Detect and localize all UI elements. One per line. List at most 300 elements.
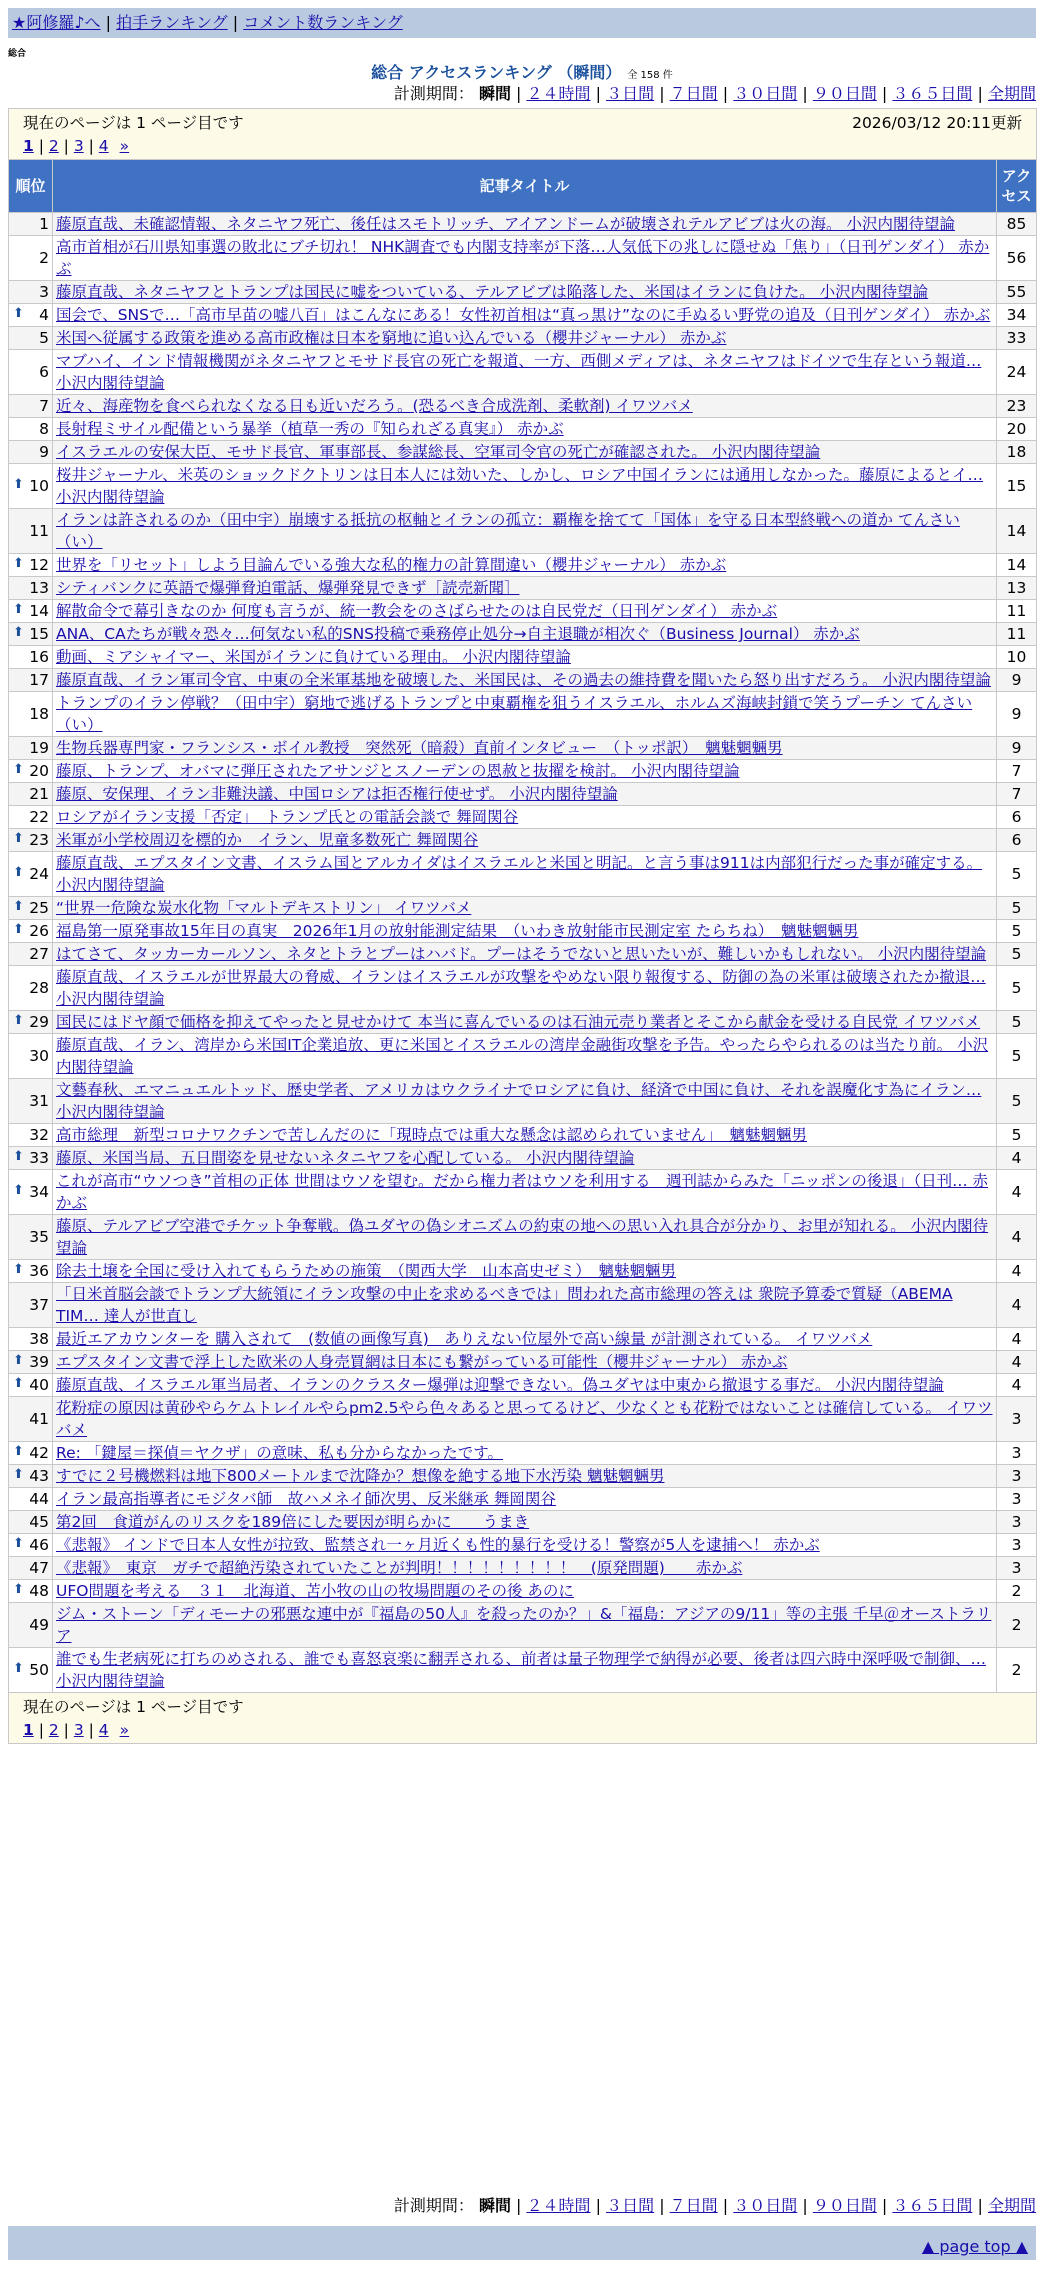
period-link-90d-bottom[interactable]: ９０日間 — [812, 2196, 877, 2215]
paging-bottom — [9, 1693, 1037, 1744]
access-count: 14 — [997, 554, 1037, 577]
article-title-link[interactable]: イスラエルの安保大臣、モサド長官、軍事部長、参謀総長、空軍司令官の死亡が確認された。 小沢内閣待望論 — [56, 443, 821, 461]
rank-number: 44 — [29, 1490, 49, 1508]
rank-cell — [9, 760, 53, 783]
rank-cell — [9, 213, 53, 236]
access-count: 14 — [997, 509, 1037, 554]
page-link-2[interactable]: 2 — [48, 137, 59, 155]
article-title-link[interactable]: Re: 「鍵屋＝探偵＝ヤクザ」の意味、私も分からなかったです。 — [56, 1444, 504, 1462]
page-link-4-bottom[interactable]: 4 — [98, 1721, 109, 1739]
table-row — [9, 418, 1037, 441]
table-row — [9, 897, 1037, 920]
rank-cell — [9, 737, 53, 760]
rank-number: 36 — [29, 1262, 49, 1280]
period-link-3d-bottom[interactable]: ３日間 — [606, 2196, 655, 2215]
article-title-link[interactable]: 高市首相が石川県知事選の敗北にブチ切れ！ NHK調査でも内閣支持率が下落…人気低下の兆しに隠せぬ「焦り」（日刊ゲンダイ） 赤かぶ — [56, 238, 990, 278]
access-count: 2 — [997, 1648, 1037, 1693]
page-link-3-bottom[interactable]: 3 — [73, 1721, 84, 1739]
article-title-link[interactable]: 藤原、トランプ、オバマに弾圧されたアサンジとスノーデンの恩赦と抜擢を検討。 小沢内閣待望論 — [56, 762, 740, 780]
article-title-link[interactable]: 福島第一原発事故15年目の真実 2026年1月の放射能測定結果 （いわき放射能市民測定室 たらちね） 魑魅魍魎男 — [56, 922, 859, 940]
rank-number: 47 — [29, 1559, 49, 1577]
rank-number: 20 — [29, 762, 49, 780]
period-selected: 瞬間 — [478, 84, 511, 103]
page-link-1-bottom[interactable]: 1 — [23, 1721, 34, 1739]
period-label: 計測期間： — [393, 84, 474, 103]
rank-up-arrow-icon: ⬆ — [13, 1582, 24, 1597]
rank-cell — [9, 304, 53, 327]
paging-top — [9, 109, 1037, 160]
article-title-link[interactable]: 花粉症の原因は黄砂やらケムトレイルやらpm2.5やら色々あると思ってるけど、少なくとも花粉ではないことは確信している。 イワツバメ — [56, 1399, 993, 1439]
table-row — [9, 966, 1037, 1011]
access-count: 11 — [997, 600, 1037, 623]
title-cell — [53, 1374, 997, 1397]
rank-cell — [9, 1603, 53, 1648]
rank-up-arrow-icon: ⬆ — [13, 865, 24, 880]
rank-cell — [9, 1557, 53, 1580]
title-cell — [53, 1534, 997, 1557]
article-title-link[interactable]: 文藝春秋、エマニュエルトッド、歴史学者、アメリカはウクライナでロシアに負け、経済で中国に負け、それを誤魔化す為にイラン… 小沢内閣待望論 — [56, 1081, 982, 1121]
access-count: 9 — [997, 737, 1037, 760]
rank-number: 5 — [39, 329, 49, 347]
title-cell — [53, 1034, 997, 1079]
rank-up-arrow-icon: ⬆ — [13, 1183, 24, 1198]
rank-up-arrow-icon: ⬆ — [13, 1536, 24, 1551]
period-link-365d[interactable]: ３６５日間 — [892, 84, 973, 103]
access-count: 4 — [997, 1374, 1037, 1397]
table-row — [9, 1465, 1037, 1488]
title-cell — [53, 1124, 997, 1147]
rank-cell — [9, 852, 53, 897]
access-count: 2 — [997, 1580, 1037, 1603]
table-row — [9, 1124, 1037, 1147]
rank-cell — [9, 577, 53, 600]
title-cell — [53, 1442, 997, 1465]
article-title-link[interactable]: 藤原、安保理、イラン非難決議、中国ロシアは拒否権行使せず。 小沢内閣待望論 — [56, 785, 618, 803]
table-row — [9, 1580, 1037, 1603]
article-title-link[interactable]: これが高市“ウソつき”首相の正体 世間はウソを望む。だから権力者はウソを利用する 週刊誌からみた「ニッポンの後退」（日刊… 赤かぶ — [56, 1172, 989, 1212]
rank-number: 13 — [29, 579, 49, 597]
access-count: 4 — [997, 1351, 1037, 1374]
table-row — [9, 1328, 1037, 1351]
title-cell — [53, 1603, 997, 1648]
article-title-link[interactable]: すでに２号機燃料は地下800メートルまで沈降か？想像を絶する地下水汚染 魑魅魍魎男 — [56, 1467, 665, 1485]
rank-number: 41 — [29, 1410, 49, 1428]
table-header — [9, 160, 1037, 213]
rank-cell — [9, 1351, 53, 1374]
nav-separator: | — [105, 13, 117, 32]
access-count: 6 — [997, 829, 1037, 852]
title-cell — [53, 783, 997, 806]
rank-number: 3 — [39, 283, 49, 301]
access-count: 10 — [997, 646, 1037, 669]
rank-up-arrow-icon: ⬆ — [13, 477, 24, 492]
rank-number: 46 — [29, 1536, 49, 1554]
access-count: 4 — [997, 1170, 1037, 1215]
period-link-all[interactable]: 全期間 — [987, 84, 1036, 103]
table-row — [9, 1648, 1037, 1693]
table-row — [9, 829, 1037, 852]
rank-number: 29 — [29, 1013, 49, 1031]
rank-number: 28 — [29, 979, 49, 997]
rank-cell — [9, 1442, 53, 1465]
article-title-link[interactable]: 藤原直哉、未確認情報、ネタニヤフ死亡、後任はスモトリッチ、アイアンドームが破壊されテルアビブは火の海。 小沢内閣待望論 — [56, 215, 955, 233]
access-count: 55 — [997, 281, 1037, 304]
access-count: 9 — [997, 669, 1037, 692]
period-link-7d-bottom[interactable]: ７日間 — [669, 2196, 718, 2215]
rank-number: 45 — [29, 1513, 49, 1531]
rank-number: 34 — [29, 1183, 49, 1201]
rank-number: 42 — [29, 1444, 49, 1462]
article-title-link[interactable]: 《悲報》 東京 ガチで超絶汚染されていたことが判明！！！！！！！！！ (原発問題) 赤かぶ — [56, 1559, 743, 1577]
article-title-link[interactable]: 第2回 食道がんのリスクを189倍にした要因が明らかに うまき — [56, 1513, 530, 1531]
access-count: 5 — [997, 1124, 1037, 1147]
page-link-2-bottom[interactable]: 2 — [48, 1721, 59, 1739]
access-count: 5 — [997, 897, 1037, 920]
rank-cell — [9, 1079, 53, 1124]
title-cell — [53, 646, 997, 669]
rank-up-arrow-icon: ⬆ — [13, 899, 24, 914]
table-row — [9, 327, 1037, 350]
table-row — [9, 1488, 1037, 1511]
table-row — [9, 1374, 1037, 1397]
rank-number: 40 — [29, 1376, 49, 1394]
article-title-link[interactable]: 誰でも生老病死に打ちのめされる、誰でも喜怒哀楽に翻弄される、前者は量子物理学で納得が必要、後者は四六時中深呼吸で制御、… 小沢内閣待望論 — [56, 1650, 987, 1690]
rank-cell — [9, 236, 53, 281]
next-page-link[interactable]: » — [119, 137, 130, 155]
rank-cell — [9, 806, 53, 829]
rank-number: 27 — [29, 945, 49, 963]
page-link-4[interactable]: 4 — [98, 137, 109, 155]
page-link-3[interactable]: 3 — [73, 137, 84, 155]
access-count: 33 — [997, 327, 1037, 350]
access-count: 15 — [997, 464, 1037, 509]
rank-number: 33 — [29, 1149, 49, 1167]
article-title-link[interactable]: 藤原直哉、イラン軍司令官、中東の全米軍基地を破壊した、米国民は、その過去の維持費を聞いたら怒り出すだろう。 小沢内閣待望論 — [56, 671, 991, 689]
rank-up-arrow-icon: ⬆ — [13, 1661, 24, 1676]
article-title-link[interactable]: 最近エアカウンターを 購入されて (数値の画像写真) ありえない位屋外で高い線量 が計測されている。 イワツバメ — [56, 1330, 873, 1348]
rank-cell — [9, 1124, 53, 1147]
title-cell — [53, 966, 997, 1011]
title-cell — [53, 509, 997, 554]
title-cell — [53, 1147, 997, 1170]
article-title-link[interactable]: ジム・ストーン「ディモーナの邪悪な連中が『福島の50人』を殺ったのか？」&「福島：アジアの9/11」等の主張 千早＠オーストラリア — [56, 1605, 992, 1645]
article-title-link[interactable]: 藤原直哉、ネタニヤフとトランプは国民に嘘をついている、テルアビブは陥落した、米国はイランに負けた。 小沢内閣待望論 — [56, 283, 929, 301]
article-title-link[interactable]: 米国へ従属する政策を進める高市政権は日本を窮地に追い込んでいる（櫻井ジャーナル） 赤かぶ — [56, 329, 727, 347]
next-page-link-bottom[interactable]: » — [119, 1721, 130, 1739]
title-cell — [53, 464, 997, 509]
article-title-link[interactable]: 動画、ミアシャイマー、米国がイランに負けている理由。 小沢内閣待望論 — [56, 648, 571, 666]
access-count: 4 — [997, 1147, 1037, 1170]
pagination-bottom: 1 | 2 | 3 | 4 » — [23, 1721, 130, 1739]
period-link-24h[interactable]: ２４時間 — [526, 84, 591, 103]
title-cell — [53, 236, 997, 281]
access-count: 56 — [997, 236, 1037, 281]
article-title-link[interactable]: 藤原直哉、イスラエル軍当局者、イランのクラスター爆弾は迎撃できない。偽ユダヤは中東から撤退する事だ。 小沢内閣待望論 — [56, 1376, 944, 1394]
title-cell — [53, 623, 997, 646]
col-rank-header: 順位 — [9, 160, 53, 213]
rank-cell — [9, 1260, 53, 1283]
table-row — [9, 281, 1037, 304]
article-title-link[interactable]: 藤原、米国当局、五日間姿を見せないネタニヤフを心配している。 小沢内閣待望論 — [56, 1149, 635, 1167]
article-title-link[interactable]: 解散命令で幕引きなのか 何度も言うが、統一教会をのさばらせたのは自民党だ（日刊ゲンダイ） 赤かぶ — [56, 602, 778, 620]
access-count: 2 — [997, 1603, 1037, 1648]
table-row — [9, 1011, 1037, 1034]
title-cell — [53, 304, 997, 327]
article-title-link[interactable]: 「日米首脳会談でトランプ大統領にイラン攻撃の中止を求めるべきでは」問われた高市総理の答えは 衆院予算委で質疑（ABEMA TIM… 達人が世直し — [56, 1285, 953, 1325]
article-title-link[interactable]: 国民にはドヤ顔で価格を抑えてやったと見せかけて 本当に喜んでいるのは石油元売り業者とそこから献金を受ける自民党 イワツバメ — [56, 1013, 981, 1031]
article-title-link[interactable]: トランプのイラン停戦？（田中宇）窮地で逃げるトランプと中東覇権を狙うイスラエル、ホルムズ海峡封鎖で笑うプーチン てんさい（い） — [56, 694, 973, 734]
article-title-link[interactable]: 藤原、テルアビブ空港でチケット争奪戦。偽ユダヤの偽シオニズムの約束の地への思い入れ具合が分かり、お里が知れる。 小沢内閣待望論 — [56, 1217, 989, 1257]
period-link-all-bottom[interactable]: 全期間 — [987, 2196, 1036, 2215]
table-row — [9, 760, 1037, 783]
table-row — [9, 646, 1037, 669]
rank-cell — [9, 281, 53, 304]
rank-cell — [9, 509, 53, 554]
rank-up-arrow-icon: ⬆ — [13, 625, 24, 640]
title-cell — [53, 281, 997, 304]
title-cell — [53, 1648, 997, 1693]
title-cell — [53, 920, 997, 943]
table-row — [9, 623, 1037, 646]
access-count: 3 — [997, 1465, 1037, 1488]
article-title-link[interactable]: 桜井ジャーナル、米英のショックドクトリンは日本人には効いた、しかし、ロシア中国イランには通用しなかった。藤原によるとイ… 小沢内閣待望論 — [56, 466, 984, 506]
comment-ranking-link[interactable]: コメント数ランキング — [243, 13, 403, 32]
table-row — [9, 1534, 1037, 1557]
title-cell — [53, 418, 997, 441]
article-title-link[interactable]: UFO問題を考える ３１ 北海道、苫小牧の山の牧場問題のその後 あのに — [56, 1582, 574, 1600]
table-row — [9, 943, 1037, 966]
page-title — [0, 60, 1044, 83]
rank-number: 50 — [29, 1661, 49, 1679]
title-cell — [53, 350, 997, 395]
page-top-link[interactable]: ▲ page top ▲ — [921, 2237, 1028, 2256]
article-title-link[interactable]: 藤原直哉、エプスタイン文書、イスラム国とアルカイダはイスラエルと米国と明記。と言う事は911は内部犯行だった事が確定する。 小沢内閣待望論 — [56, 854, 983, 894]
rank-cell — [9, 623, 53, 646]
article-title-link[interactable]: 近々、海産物を食べられなくなる日も近いだろう。(恐るべき合成洗剤、柔軟剤) イワツバメ — [56, 397, 693, 415]
article-title-link[interactable]: シティバンクに英語で爆弾脅迫電話、爆弾発見できず［読売新聞］ — [56, 579, 520, 597]
title-cell — [53, 395, 997, 418]
col-title-header: 記事タイトル — [53, 160, 997, 213]
table-row — [9, 600, 1037, 623]
article-title-link[interactable]: 長射程ミサイル配備という暴挙（植草一秀の『知られざる真実』） 赤かぶ — [56, 420, 564, 438]
access-count: 23 — [997, 395, 1037, 418]
table-row — [9, 464, 1037, 509]
rank-up-arrow-icon: ⬆ — [13, 1149, 24, 1164]
rank-number: 24 — [29, 865, 49, 883]
access-count: 20 — [997, 418, 1037, 441]
category-label: 総合 — [8, 49, 27, 59]
rank-cell — [9, 1215, 53, 1260]
rank-cell — [9, 327, 53, 350]
rank-number: 49 — [29, 1616, 49, 1634]
article-title-link[interactable]: “世界一危険な炭水化物「マルトデキストリン」 イワツバメ — [56, 899, 472, 917]
clap-ranking-link[interactable]: 拍手ランキング — [116, 13, 228, 32]
access-count: 4 — [997, 1215, 1037, 1260]
rank-cell — [9, 1328, 53, 1351]
rank-number: 23 — [29, 831, 49, 849]
title-cell — [53, 829, 997, 852]
rank-number: 11 — [29, 522, 49, 540]
table-row — [9, 1397, 1037, 1442]
table-row — [9, 806, 1037, 829]
rank-number: 15 — [29, 625, 49, 643]
page-link-1[interactable]: 1 — [23, 137, 34, 155]
pagination: 1 | 2 | 3 | 4 » — [23, 137, 130, 155]
rank-cell — [9, 669, 53, 692]
access-count: 6 — [997, 806, 1037, 829]
article-title-link[interactable]: 国会で、SNSで…「高市早苗の嘘八百」はこんなにある！女性初首相は“真っ黒け”なのに手ぬるい野党の追及（日刊ゲンダイ） 赤かぶ — [56, 306, 991, 324]
title-cell — [53, 1557, 997, 1580]
article-title-link[interactable]: 除去土壌を全国に受け入れてもらうための施策 （関西大学 山本高史ゼミ） 魑魅魍魎男 — [56, 1262, 677, 1280]
table-row — [9, 304, 1037, 327]
rank-cell — [9, 1011, 53, 1034]
access-count: 18 — [997, 441, 1037, 464]
access-count: 4 — [997, 1328, 1037, 1351]
period-link-7d[interactable]: ７日間 — [669, 84, 718, 103]
access-count: 85 — [997, 213, 1037, 236]
rank-cell — [9, 943, 53, 966]
period-selected-bottom: 瞬間 — [478, 2196, 511, 2215]
table-row — [9, 1079, 1037, 1124]
rank-number: 38 — [29, 1330, 49, 1348]
col-access-header: アクセス — [997, 160, 1037, 213]
access-count: 3 — [997, 1511, 1037, 1534]
rank-number: 16 — [29, 648, 49, 666]
period-selector-top: 計測期間： 瞬間 | ２４時間 | ３日間 | ７日間 | ３０日間 | ９０日間 | ３６５日間 | 全期間 — [393, 84, 1036, 103]
table-row — [9, 737, 1037, 760]
table-row — [9, 1603, 1037, 1648]
access-count: 3 — [997, 1534, 1037, 1557]
rank-up-arrow-icon: ⬆ — [13, 1376, 24, 1391]
table-row — [9, 783, 1037, 806]
rank-cell — [9, 1465, 53, 1488]
period-link-30d[interactable]: ３０日間 — [733, 84, 798, 103]
article-title-link[interactable]: マブハイ、インド情報機関がネタニヤフとモサド長官の死亡を報道、一方、西側メディアは、ネタニヤフはドイツで生存という報道… 小沢内閣待望論 — [56, 352, 982, 392]
access-count: 5 — [997, 1079, 1037, 1124]
rank-cell — [9, 920, 53, 943]
access-count: 5 — [997, 1034, 1037, 1079]
table-row — [9, 1034, 1037, 1079]
period-link-30d-bottom[interactable]: ３０日間 — [733, 2196, 798, 2215]
article-title-link[interactable]: ANA、CAたちが戦々恐々…何気ない私的SNS投稿で乗務停止処分→自主退職が相次ぐ（Business Journal） 赤かぶ — [56, 625, 860, 643]
title-cell — [53, 806, 997, 829]
rank-number: 21 — [29, 785, 49, 803]
table-row — [9, 441, 1037, 464]
rank-number: 26 — [29, 922, 49, 940]
page-title-text: 総合 アクセスランキング （瞬間） — [371, 63, 622, 82]
title-cell — [53, 1580, 997, 1603]
rank-number: 17 — [29, 671, 49, 689]
rank-number: 31 — [29, 1092, 49, 1110]
table-row — [9, 554, 1037, 577]
access-count: 34 — [997, 304, 1037, 327]
ranking-table — [8, 108, 1037, 1744]
period-link-24h-bottom[interactable]: ２４時間 — [526, 2196, 591, 2215]
title-cell — [53, 577, 997, 600]
footer-bar — [8, 2226, 1036, 2260]
rank-cell — [9, 1488, 53, 1511]
article-title-link[interactable]: 《悲報》 インドで日本人女性が拉致、監禁され一ヶ月近くも性的暴行を受ける！警察が5人を逮捕へ！ 赤かぶ — [56, 1536, 820, 1554]
rank-number: 25 — [29, 899, 49, 917]
title-cell — [53, 1079, 997, 1124]
asyura-home-link[interactable]: ★阿修羅♪へ — [12, 13, 101, 32]
title-cell — [53, 554, 997, 577]
rank-up-arrow-icon: ⬆ — [13, 831, 24, 846]
access-count: 13 — [997, 577, 1037, 600]
rank-up-arrow-icon: ⬆ — [13, 922, 24, 937]
rank-number: 18 — [29, 705, 49, 723]
access-count: 5 — [997, 943, 1037, 966]
rank-number: 35 — [29, 1228, 49, 1246]
rank-up-arrow-icon: ⬆ — [13, 306, 24, 321]
rank-cell — [9, 441, 53, 464]
period-link-365d-bottom[interactable]: ３６５日間 — [892, 2196, 973, 2215]
title-cell — [53, 213, 997, 236]
table-row — [9, 577, 1037, 600]
rank-up-arrow-icon: ⬆ — [13, 602, 24, 617]
rank-cell — [9, 350, 53, 395]
title-cell — [53, 737, 997, 760]
access-count: 7 — [997, 783, 1037, 806]
rank-number: 22 — [29, 808, 49, 826]
access-count: 11 — [997, 623, 1037, 646]
access-count: 5 — [997, 966, 1037, 1011]
article-title-link[interactable]: 高市総理 新型コロナワクチンで苦しんだのに「現時点では重大な懸念は認められていません」 魑魅魍魎男 — [56, 1126, 807, 1144]
table-row — [9, 1557, 1037, 1580]
article-title-link[interactable]: 藤原直哉、イスラエルが世界最大の脅威、イランはイスラエルが攻撃をやめない限り報復する、防御の為の米軍は破壊されたか撤退… 小沢内閣待望論 — [56, 968, 986, 1008]
article-title-link[interactable]: 藤原直哉、イラン、湾岸から米国IT企業追放、更に米国とイスラエルの湾岸金融街攻撃を予告。やったらやられるのは当たり前。 小沢内閣待望論 — [56, 1036, 989, 1076]
title-cell — [53, 852, 997, 897]
title-cell — [53, 1215, 997, 1260]
article-title-link[interactable]: ロシアがイラン支援「否定」 トランプ氏との電話会談で 舞岡関谷 — [56, 808, 519, 826]
period-link-90d[interactable]: ９０日間 — [812, 84, 877, 103]
access-count: 5 — [997, 1011, 1037, 1034]
rank-cell — [9, 1511, 53, 1534]
title-cell — [53, 600, 997, 623]
title-cell — [53, 669, 997, 692]
article-title-link[interactable]: イランは許されるのか（田中宇）崩壊する抵抗の枢軸とイランの孤立：覇権を捨てて「国体」を守る日本型終戦への道か てんさい（い） — [56, 511, 960, 551]
article-title-link[interactable]: エプスタイン文書で浮上した欧米の人身売買網は日本にも繋がっている可能性（櫻井ジャーナル） 赤かぶ — [56, 1353, 788, 1371]
article-title-link[interactable]: 生物兵器専門家・フランシス・ボイル教授 突然死（暗殺）直前インタビュー （トッポ訳） 魑魅魍魎男 — [56, 739, 783, 757]
article-title-link[interactable]: イラン最高指導者にモジタバ師 故ハメネイ師次男、反米継承 舞岡関谷 — [56, 1490, 556, 1508]
title-cell — [53, 1511, 997, 1534]
period-link-3d[interactable]: ３日間 — [606, 84, 655, 103]
rank-up-arrow-icon: ⬆ — [13, 1444, 24, 1459]
rank-cell — [9, 897, 53, 920]
table-row — [9, 1283, 1037, 1328]
table-row — [9, 1351, 1037, 1374]
current-page-text-bottom: 現在のページは 1 ページ目です — [23, 1698, 244, 1716]
rank-cell — [9, 1034, 53, 1079]
article-title-link[interactable]: はてさて、タッカーカールソン、ネタとトラとプーはハバド。プーはそうでないと思いたいが、難しいかもしれない。 小沢内閣待望論 — [56, 945, 987, 963]
table-row — [9, 350, 1037, 395]
rank-cell — [9, 1397, 53, 1442]
top-nav — [8, 8, 1036, 38]
rank-cell — [9, 1534, 53, 1557]
table-row — [9, 236, 1037, 281]
title-cell — [53, 1465, 997, 1488]
rank-number: 1 — [39, 215, 49, 233]
rank-up-arrow-icon: ⬆ — [13, 556, 24, 571]
access-count: 4 — [997, 1283, 1037, 1328]
article-title-link[interactable]: 世界を「リセット」しよう目論んでいる強大な私的権力の計算間違い（櫻井ジャーナル） 赤かぶ — [56, 556, 727, 574]
rank-cell — [9, 1170, 53, 1215]
article-title-link[interactable]: 米軍が小学校周辺を標的か イラン、児童多数死亡 舞岡関谷 — [56, 831, 479, 849]
nav-separator: | — [232, 13, 244, 32]
table-row — [9, 1260, 1037, 1283]
rank-up-arrow-icon: ⬆ — [13, 1262, 24, 1277]
rank-number: 43 — [29, 1467, 49, 1485]
